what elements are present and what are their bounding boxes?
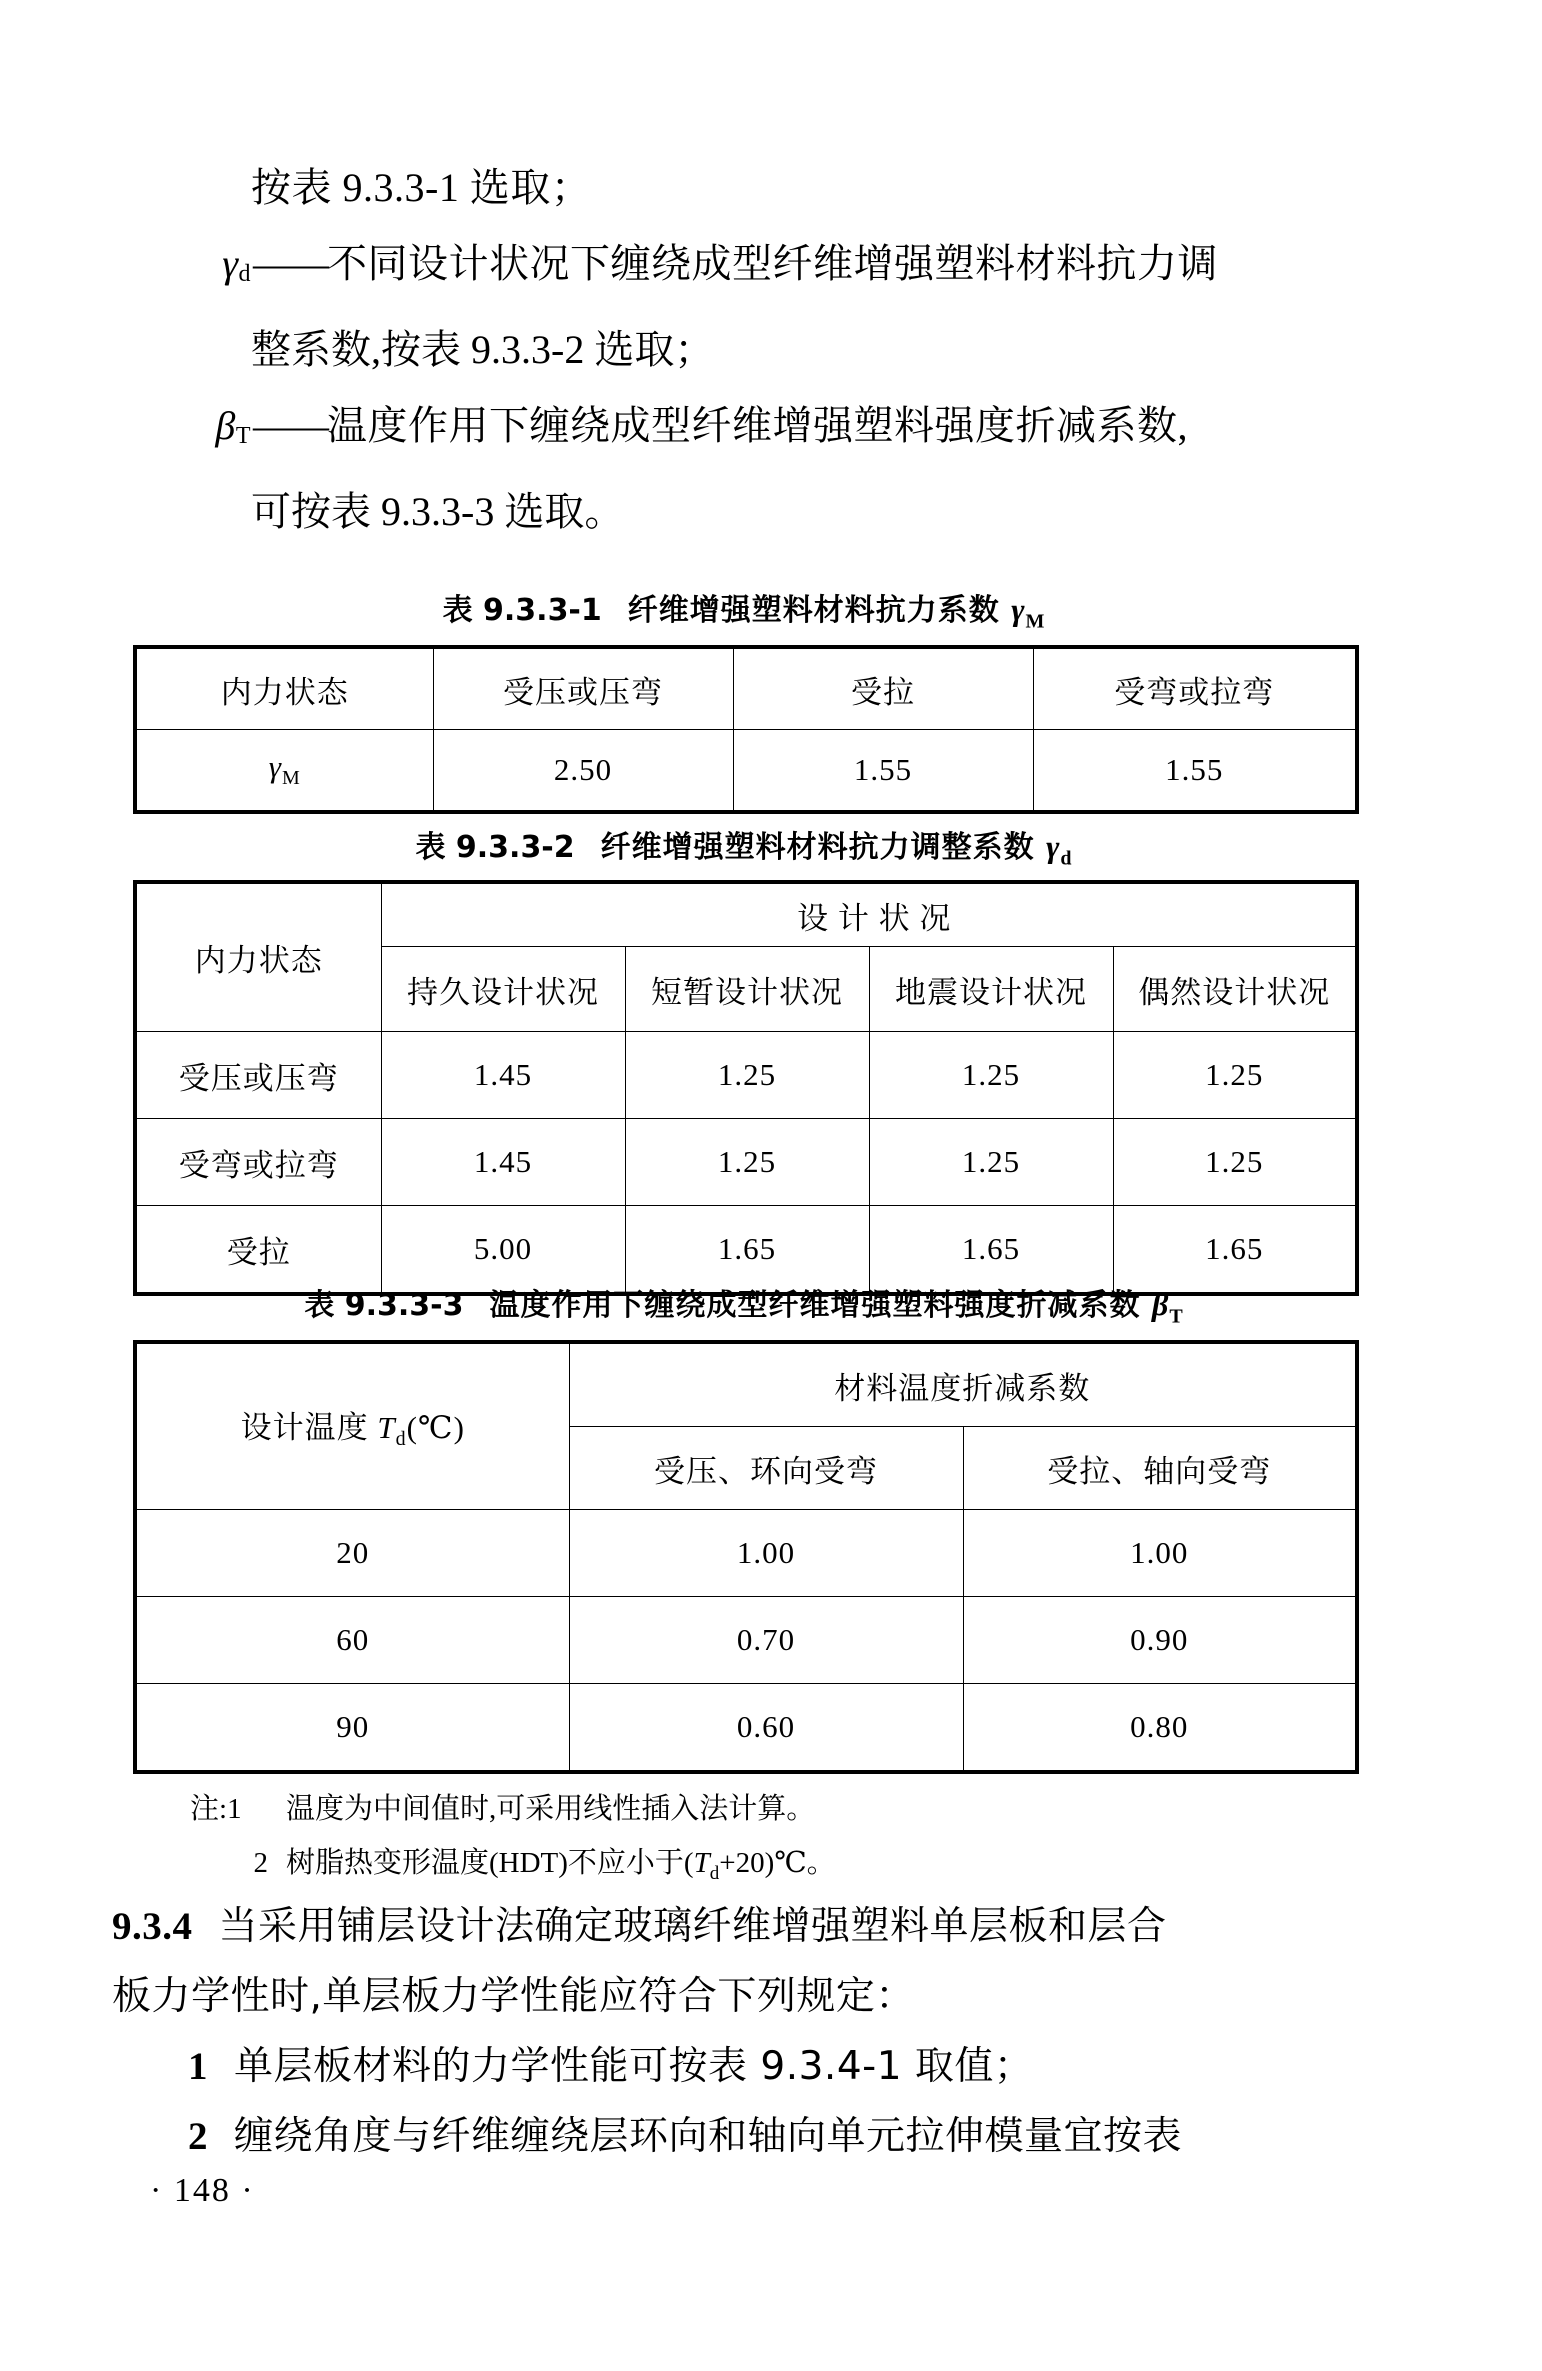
em-dash: —— xyxy=(253,241,325,286)
symbol-beta: β xyxy=(215,403,236,448)
definition-list xyxy=(133,150,1363,550)
sub-item-index: 1 xyxy=(188,2045,208,2088)
table1-header-cell: 受弯或拉弯 xyxy=(1033,647,1357,730)
table2-value-cell: 1.25 xyxy=(625,1119,869,1206)
table3-value-cell: 1.00 xyxy=(963,1510,1357,1597)
table-row xyxy=(135,1597,1357,1684)
table1-header-cell: 内力状态 xyxy=(135,647,433,730)
table3-value-cell: 0.80 xyxy=(963,1684,1357,1773)
table1-caption-symbol: $\gamma_M$ xyxy=(1011,591,1046,633)
table2-value-cell: 1.25 xyxy=(1113,1119,1357,1206)
definition-item-beta-t xyxy=(133,388,1363,474)
symbol-gamma: γ xyxy=(222,241,239,286)
note-index: 2 xyxy=(253,1847,268,1879)
table2-caption-title: 纤维增强塑料材料抗力调整系数 xyxy=(600,830,1035,865)
page-number: · 148 · xyxy=(150,2172,255,2209)
table2-corner-label: 内力状态 xyxy=(135,882,381,1032)
table2-value-cell: 5.00 xyxy=(381,1206,625,1295)
definition-continuation-line xyxy=(133,150,1363,226)
note-item xyxy=(190,1782,1350,1836)
table3-row-label: 20 xyxy=(135,1510,569,1597)
table-9-3-3-2 xyxy=(133,880,1359,1296)
symbol-td: $T_d$ xyxy=(693,1847,720,1884)
table3-group-header: 材料温度折减系数 xyxy=(569,1342,1357,1427)
symbol-subscript: T xyxy=(235,423,251,449)
table3-corner-label: 设计温度 $T_d(℃)$ xyxy=(135,1342,569,1510)
table2-row-label: 受拉 xyxy=(135,1206,381,1295)
table2-caption xyxy=(133,822,1355,870)
clause-second-line: 板力学性时,单层板力学性能应符合下列规定： xyxy=(112,1974,915,2019)
clause-sub-item-1 xyxy=(112,2032,1442,2102)
table3-caption xyxy=(133,1280,1355,1328)
table2-value-cell: 1.65 xyxy=(869,1206,1113,1295)
note-text: 温度为中间值时,可采用线性插入法计算。 xyxy=(286,1793,816,1825)
table1-row-label xyxy=(135,730,433,813)
table-row xyxy=(135,730,1357,813)
note-text: 树脂热变形温度(HDT)不应小于$(T_d+20)℃$。 xyxy=(286,1847,836,1884)
table1-value-cell: 1.55 xyxy=(1033,730,1357,813)
table1-value-cell: 1.55 xyxy=(733,730,1033,813)
clause-9-3-4 xyxy=(112,1892,1442,2172)
table2-value-cell: 1.25 xyxy=(1113,1032,1357,1119)
definition-continuation-text: 按表 9.3.3-1 选取； xyxy=(251,165,592,210)
definition-text-line-1: 温度作用下缠绕成型纤维增强塑料强度折减系数, xyxy=(327,403,1188,448)
table3-caption-symbol: $\beta_T$ xyxy=(1151,1286,1184,1328)
table3-value-cell: 1.00 xyxy=(569,1510,963,1597)
table-row xyxy=(135,1510,1357,1597)
definition-text-line-1: 不同设计状况下缠绕成型纤维增强塑料材料抗力调 xyxy=(327,241,1218,286)
table2-caption-symbol: $\gamma_d$ xyxy=(1046,828,1073,870)
table2-column-header: 短暂设计状况 xyxy=(625,947,869,1032)
table3-column-header: 受压、环向受弯 xyxy=(569,1427,963,1510)
definition-symbol xyxy=(133,226,251,312)
table1-caption-title: 纤维增强塑料材料抗力系数 xyxy=(627,593,1000,628)
table-row xyxy=(135,647,1357,730)
table3-caption-title: 温度作用下缠绕成型纤维增强塑料强度折减系数 xyxy=(489,1288,1141,1323)
table-row xyxy=(135,1032,1357,1119)
table3-row-label: 90 xyxy=(135,1684,569,1773)
table2-row-label: 受压或压弯 xyxy=(135,1032,381,1119)
em-dash: —— xyxy=(253,403,325,448)
table2-value-cell: 1.45 xyxy=(381,1119,625,1206)
table2-value-cell: 1.65 xyxy=(625,1206,869,1295)
table2-column-header: 地震设计状况 xyxy=(869,947,1113,1032)
clause-sub-item-2 xyxy=(112,2102,1442,2172)
sub-item-text: 缠绕角度与纤维缠绕层环向和轴向单元拉伸模量宜按表 xyxy=(234,2114,1183,2159)
table1-header-cell: 受拉 xyxy=(733,647,1033,730)
symbol-gamma-m: $\gamma_M$ xyxy=(268,749,301,790)
table2-group-header: 设 计 状 况 xyxy=(381,882,1357,947)
table-9-3-3-1 xyxy=(133,645,1359,814)
table3-value-cell: 0.70 xyxy=(569,1597,963,1684)
table1-value-cell: 2.50 xyxy=(433,730,733,813)
table3-value-cell: 0.90 xyxy=(963,1597,1357,1684)
sub-item-index: 2 xyxy=(188,2115,208,2158)
table2-value-cell: 1.25 xyxy=(869,1119,1113,1206)
clause-number: 9.3.4 xyxy=(112,1905,193,1948)
table2-column-header: 持久设计状况 xyxy=(381,947,625,1032)
table-row xyxy=(135,1684,1357,1773)
table3-value-cell: 0.60 xyxy=(569,1684,963,1773)
table1-caption-label: 表 9.3.3-1 xyxy=(442,593,602,628)
table2-row-label: 受弯或拉弯 xyxy=(135,1119,381,1206)
symbol-subscript: d xyxy=(238,261,251,287)
table3-column-header: 受拉、轴向受弯 xyxy=(963,1427,1357,1510)
table-row xyxy=(135,1342,1357,1427)
table2-value-cell: 1.25 xyxy=(625,1032,869,1119)
definition-symbol xyxy=(133,388,251,474)
table2-column-header: 偶然设计状况 xyxy=(1113,947,1357,1032)
table3-caption-label: 表 9.3.3-3 xyxy=(304,1288,464,1323)
definition-text-line-2: 可按表 9.3.3-3 选取。 xyxy=(251,489,625,534)
definition-item-gamma-d xyxy=(133,226,1363,312)
clause-first-line xyxy=(112,1892,1442,1962)
sub-item-text: 单层板材料的力学性能可按表 9.3.4-1 取值； xyxy=(234,2044,1034,2089)
table1-header-cell: 受压或压弯 xyxy=(433,647,733,730)
table2-caption-label: 表 9.3.3-2 xyxy=(415,830,575,865)
table-9-3-3-3 xyxy=(133,1340,1359,1774)
table3-row-label: 60 xyxy=(135,1597,569,1684)
note-label: 注:1 xyxy=(190,1793,242,1825)
table2-value-cell: 1.65 xyxy=(1113,1206,1357,1295)
table-row xyxy=(135,882,1357,947)
table-notes xyxy=(190,1782,1350,1901)
clause-text-line-1: 当采用铺层设计法确定玻璃纤维增强塑料单层板和层合 xyxy=(218,1904,1167,1949)
symbol-td: $T_d$ xyxy=(377,1409,407,1451)
definition-text-line-2: 整系数,按表 9.3.3-2 选取； xyxy=(251,327,715,372)
table2-value-cell: 1.45 xyxy=(381,1032,625,1119)
table2-value-cell: 1.25 xyxy=(869,1032,1113,1119)
table1-caption xyxy=(133,585,1355,633)
table-row xyxy=(135,1119,1357,1206)
